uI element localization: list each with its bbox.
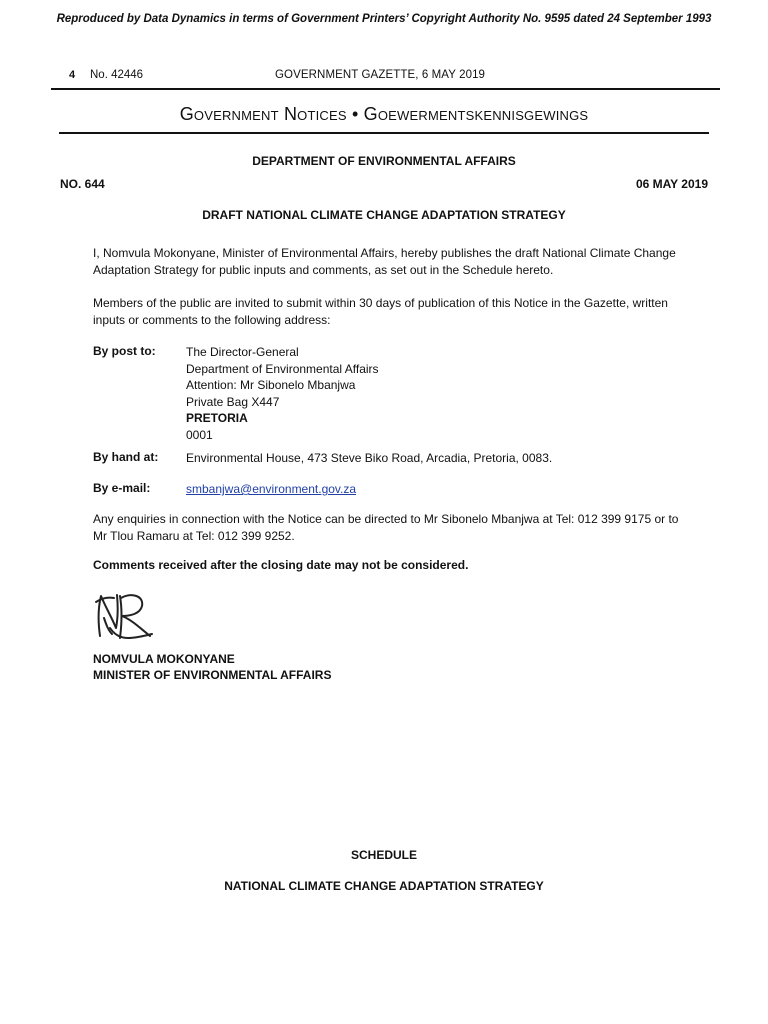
enquiries-paragraph: Any enquiries in connection with the Notice can be directed to Mr Sibonelo Mbanjwa at Tel: 012 399 9175 or to Mr Tlou Ramaru at Tel: 012 399 9252. [93, 512, 679, 543]
hand-delivery-address: Environmental House, 473 Steve Biko Road, Arcadia, Pretoria, 0083. [186, 451, 553, 465]
invitation-paragraph: Members of the public are invited to submit within 30 days of publication of this Notice in the Gazette, written inputs or comments to the following address: [93, 296, 668, 327]
signature-image [92, 588, 156, 644]
notice-number: NO. 644 [60, 177, 105, 191]
department-heading: DEPARTMENT OF ENVIRONMENTAL AFFAIRS [252, 154, 516, 168]
notice-title: DRAFT NATIONAL CLIMATE CHANGE ADAPTATION STRATEGY [202, 208, 566, 222]
postal-address-line: Private Bag X447 [186, 394, 280, 409]
closing-statement: Comments received after the closing date may not be considered. [93, 558, 469, 572]
gazette-title: GOVERNMENT GAZETTE, 6 MAY 2019 [275, 69, 486, 81]
signer-title: MINISTER OF ENVIRONMENTAL AFFAIRS [93, 668, 332, 682]
schedule-title: NATIONAL CLIMATE CHANGE ADAPTATION STRATEGY [224, 879, 544, 893]
email-label: By e-mail: [93, 481, 151, 495]
email-link[interactable]: smbanjwa@environment.gov.za [186, 482, 357, 496]
section-rule [59, 132, 709, 134]
postal-address-line: The Director-General [186, 345, 299, 359]
signer-name: NOMVULA MOKONYANE [93, 652, 235, 666]
intro-paragraph: I, Nomvula Mokonyane, Minister of Environmental Affairs, hereby publishes the draft National Climate Change Adaptation Strategy for public inputs and comments, as set out in the Schedule hereto. [93, 246, 676, 277]
page-number: 4 [69, 69, 76, 81]
postal-address-line: Department of Environmental Affairs [186, 361, 379, 376]
header-rule [51, 88, 720, 90]
section-title: Government Notices • Goewermentskennisgewings [179, 104, 589, 124]
postal-address-line: Attention: Mr Sibonelo Mbanjwa [186, 378, 356, 392]
reproduction-notice: Reproduced by Data Dynamics in terms of Government Printers’ Copyright Authority No. 9595 dated 24 September 1993 [56, 13, 712, 25]
postal-address-city: PRETORIA [186, 411, 248, 425]
notice-date: 06 MAY 2019 [635, 177, 708, 191]
hand-delivery-label: By hand at: [93, 450, 159, 464]
postal-address-code: 0001 [186, 427, 213, 442]
schedule-heading: SCHEDULE [350, 848, 417, 862]
post-label: By post to: [93, 344, 156, 358]
issue-number: No. 42446 [90, 69, 144, 81]
postal-address [186, 344, 379, 443]
